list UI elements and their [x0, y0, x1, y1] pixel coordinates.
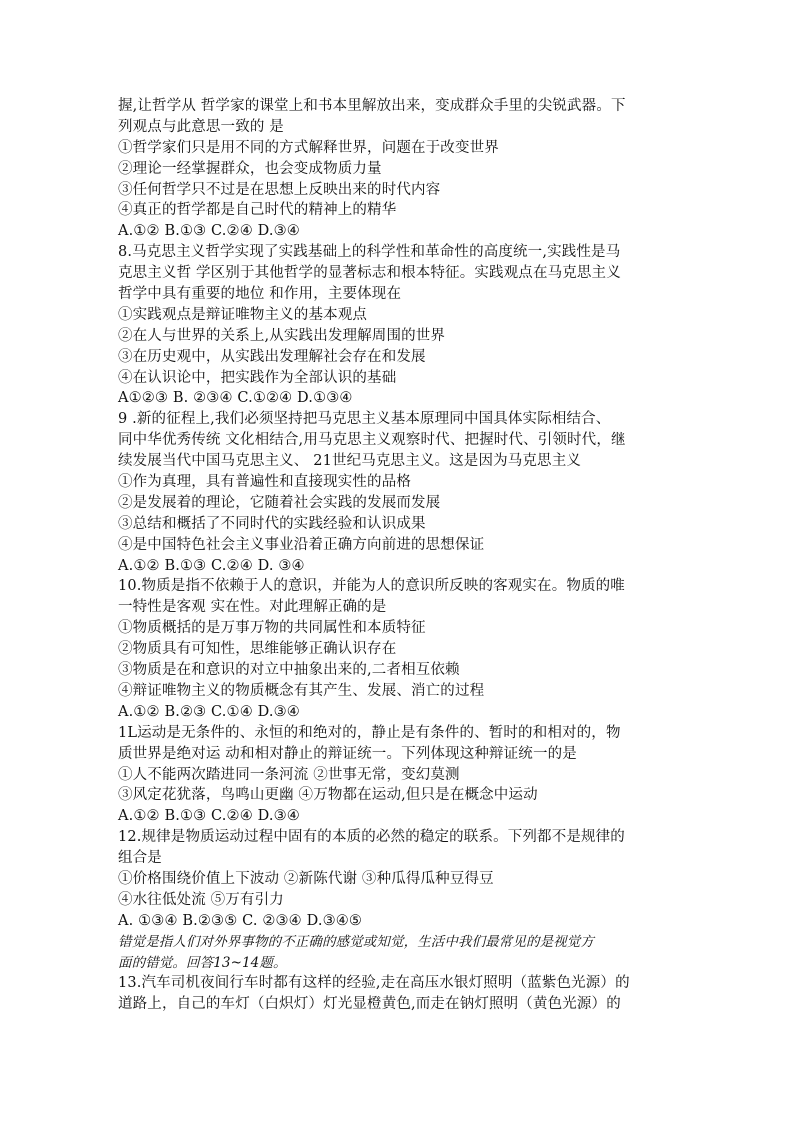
text-line: 同中华优秀传统 文化相结合,用马克思主义观察时代、把握时代、引领时代，继 [118, 432, 626, 449]
option-line: ④真正的哲学都是自己时代的精神上的精华 [118, 202, 397, 219]
option-line: ②理论一经掌握群众，也会变成物质力量 [118, 160, 382, 177]
option-line: ④辩证唯物主义的物质概念有其产生、发展、消亡的过程 [118, 682, 485, 699]
text-line: 组合是 [118, 850, 162, 867]
option-line: ①哲学家们只是用不同的方式解释世界，问题在于改变世界 [118, 139, 499, 156]
question-10-stem: 10.物质是指不依赖于人的意识，并能为人的意识所反映的客观实在。物质的唯 [118, 578, 625, 595]
option-line: ③风定花犹落，鸟鸣山更幽 ④万物都在运动,但只是在概念中运动 [118, 787, 538, 804]
passage-intro: 面的错觉。回答13~14题。 [118, 954, 287, 971]
option-line: ②在人与世界的关系上,从实践出发理解周围的世界 [118, 327, 446, 344]
text-line: 列观点与此意思一致的 是 [118, 118, 284, 135]
option-line: ③任何哲学只不过是在思想上反映出来的时代内容 [118, 181, 441, 198]
option-line: ①价格围绕价值上下波动 ②新陈代谢 ③种瓜得瓜种豆得豆 [118, 870, 494, 887]
option-line: ①作为真理，具有普遍性和直接现实性的品格 [118, 474, 411, 491]
text-line: 质世界是绝对运 动和相对静止的辩证统一。下列体现这种辩证统一的是 [118, 745, 577, 762]
answer-choices: A. ①③④ B.②③⑤ C. ②③④ D.③④⑤ [118, 912, 363, 929]
option-line: ①人不能两次踏进同一条河流 ②世事无常，变幻莫测 [118, 766, 460, 783]
question-9-stem: 9 .新的征程上,我们必须坚持把马克思主义基本原理同中国具体实际相结合、 [118, 411, 611, 428]
option-line: ④在认识论中，把实践作为全部认识的基础 [118, 369, 397, 386]
question-13-stem: 13.汽车司机夜间行车时都有这样的经验,走在高压水银灯照明（蓝紫色光源）的 [118, 975, 630, 992]
text-line: 续发展当代中国马克思主义、 21世纪马克思主义。这是因为马克思主义 [118, 453, 582, 470]
option-line: ④水往低处流 ⑤万有引力 [118, 891, 284, 908]
answer-choices: A.①② B.①③ C.②④ D.③④ [118, 223, 300, 240]
answer-choices: A.①② B.①③ C.②④ D. ③④ [118, 557, 305, 574]
option-line: ③物质是在和意识的对立中抽象出来的,二者相互依赖 [118, 662, 460, 679]
text-line: 握,让哲学从 哲学家的课堂上和书本里解放出来，变成群众手里的尖锐武器。下 [118, 98, 626, 114]
text-line: 哲学中具有重要的地位 和作用，主要体现在 [118, 286, 402, 303]
answer-choices: A.①② B.①③ C.②④ D.③④ [118, 808, 300, 825]
passage-intro: 错觉是指人们对外界事物的不正确的感觉或知觉，生活中我们最常见的是视觉方 [118, 933, 594, 950]
option-line: ③总结和概括了不同时代的实践经验和认识成果 [118, 515, 426, 532]
question-12-stem: 12.规律是物质运动过程中固有的本质的必然的稳定的联系。下列都不是规律的 [118, 829, 625, 846]
text-line: 道路上，自己的车灯（白炽灯）灯光显橙黄色,而走在钠灯照明（黄色光源）的 [118, 996, 621, 1013]
text-line: 克思主义哲 学区别于其他哲学的显著标志和根本特征。实践观点在马克思主义 [118, 265, 621, 282]
document-body [118, 96, 678, 1015]
option-line: ①物质概括的是万事万物的共同属性和本质特征 [118, 620, 426, 637]
option-line: ①实践观点是辩证唯物主义的基本观点 [118, 306, 368, 323]
question-11-stem: 1L运动是无条件的、永恒的和绝对的，静止是有条件的、暂时的和相对的，物 [118, 724, 621, 741]
option-line: ②物质具有可知性，思维能够正确认识存在 [118, 641, 397, 658]
question-8-stem: 8.马克思主义哲学实现了实践基础上的科学性和革命性的高度统一,实践性是马 [118, 244, 621, 261]
option-line: ③在历史观中，从实践出发理解社会存在和发展 [118, 348, 426, 365]
option-line: ④是中国特色社会主义事业沿着正确方向前进的思想保证 [118, 536, 485, 553]
answer-choices: A①②③ B. ②③④ C.①②④ D.①③④ [118, 390, 353, 407]
text-line: 一特性是客观 实在性。对此理解正确的是 [118, 599, 387, 616]
option-line: ②是发展着的理论，它随着社会实践的发展而发展 [118, 494, 441, 511]
answer-choices: A.①② B.②③ C.①④ D.③④ [118, 703, 300, 720]
